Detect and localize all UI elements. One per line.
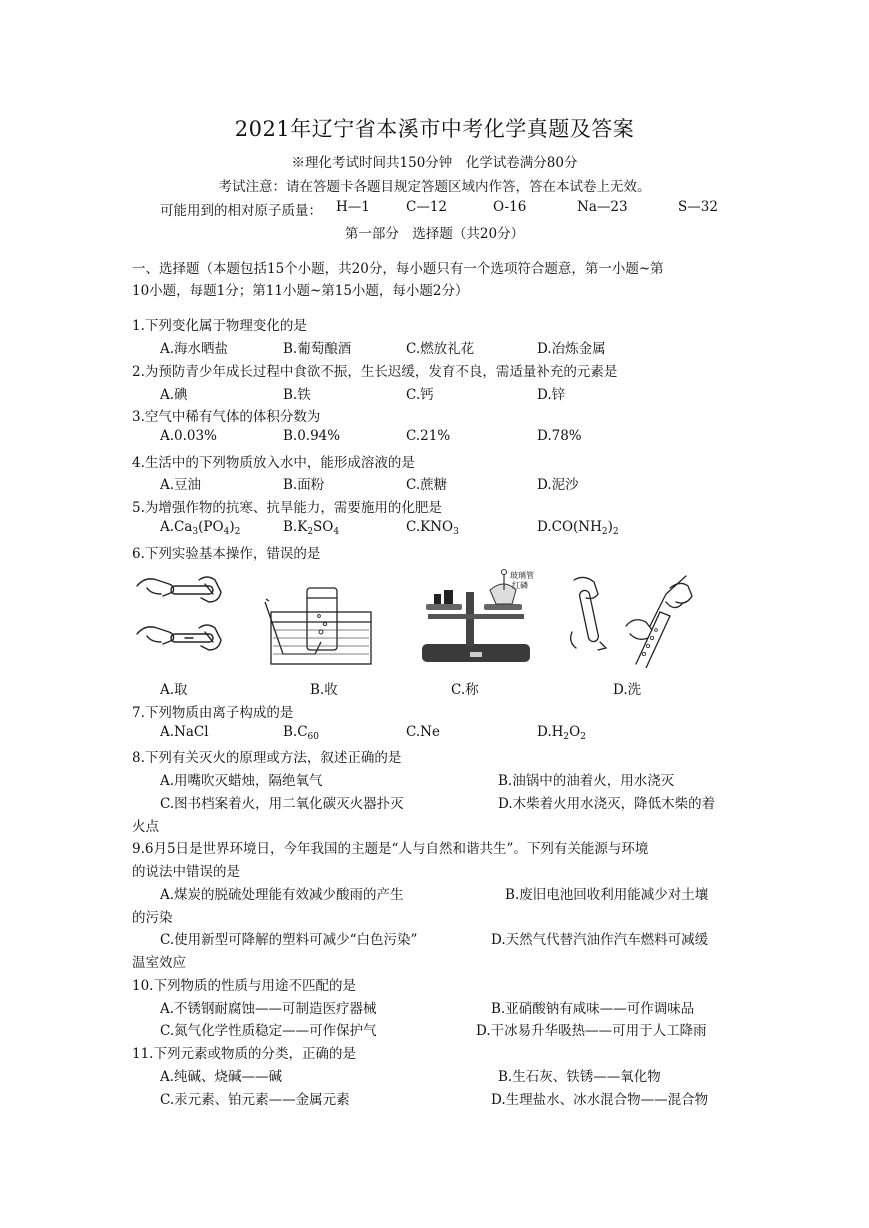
q4-option-a: A.豆油 (160, 477, 202, 493)
q9-stem-line-2: 的说法中错误的是 (132, 864, 240, 880)
q11-option-c: C.汞元素、铂元素——金属元素 (160, 1092, 350, 1108)
atomic-mass-na: Na—23 (577, 199, 628, 215)
q9-option-d-continued: 温室效应 (132, 955, 186, 971)
q3-option-a: A.0.03% (160, 428, 217, 444)
atomic-mass-o: O-16 (493, 199, 527, 215)
q10-option-d: D.干冰易升华吸热——可用于人工降雨 (476, 1023, 707, 1039)
q9-option-a: A.煤炭的脱硫处理能有效减少酸雨的产生 (160, 887, 404, 903)
atomic-mass-label: 可能用到的相对原子质量： (160, 203, 322, 219)
q1-option-d: D.冶炼金属 (537, 341, 606, 357)
q10-option-b: B.亚硝酸钠有咸味——可作调味品 (491, 1001, 695, 1017)
q4-option-b: B.面粉 (283, 477, 325, 493)
q5-option-a: $A.Ca_3(PO_4)_2$ (160, 519, 241, 537)
q2-option-c: C.钙 (406, 387, 434, 403)
figure-c-balance (418, 568, 534, 666)
figure-d-caption: D.洗 (613, 682, 642, 698)
section-intro-line-1: 一、选择题（本题包括15个小题，共20分，每小题只有一个选项符合题意，第一小题~第 (132, 261, 664, 277)
q11-option-a: A.纯碱、烧碱——碱 (160, 1069, 283, 1085)
q4-option-d: D.泥沙 (537, 477, 579, 493)
q9-option-b-continued: 的污染 (132, 910, 173, 926)
balance-label-glass-tube: 玻璃管 (510, 571, 534, 580)
q2-option-b: B.铁 (283, 387, 311, 403)
q7-option-a: A.NaCl (160, 724, 209, 740)
q4-option-c: C.蔗糖 (406, 477, 448, 493)
atomic-mass-c: C—12 (406, 199, 448, 215)
q8-stem: 8.下列有关灭火的原理或方法，叙述正确的是 (132, 750, 402, 766)
q1-stem: 1.下列变化属于物理变化的是 (132, 318, 307, 334)
q7-option-b: $B.C_{60}$ (283, 724, 319, 742)
q6-stem: 6.下列实验基本操作，错误的是 (132, 546, 321, 562)
exam-notice: 考试注意：请在答题卡各题目规定答题区域内作答，答在本试卷上无效。 (218, 179, 651, 195)
q7-option-c: C.Ne (406, 724, 440, 740)
q2-option-d: D.锌 (537, 387, 566, 403)
q8-option-d-continued: 火点 (132, 819, 159, 835)
q2-option-a: A.碘 (160, 387, 188, 403)
figure-a-caption: A.取 (160, 682, 188, 698)
q7-option-d: $D.H_2O_2$ (537, 724, 586, 742)
figure-c-caption: C.称 (451, 682, 479, 698)
q10-option-a: A.不锈钢耐腐蚀——可制造医疗器械 (160, 1001, 377, 1017)
q9-option-d: D.天然气代替汽油作汽车燃料可减缓 (491, 932, 709, 948)
q5-option-d: $D.CO(NH_2)_2$ (537, 519, 619, 537)
q3-option-d: D.78% (537, 428, 582, 444)
q1-option-b: B.葡萄酿酒 (283, 341, 352, 357)
part-title: 第一部分 选择题（共20分） (344, 226, 525, 242)
q9-option-c: C.使用新型可降解的塑料可减少“白色污染” (160, 932, 418, 948)
q9-option-b: B.废旧电池回收利用能减少对土壤 (505, 887, 709, 903)
q11-option-d: D.生理盐水、冰水混合物——混合物 (491, 1092, 709, 1108)
q8-option-d: D.木柴着火用水浇灭，降低木柴的着 (498, 796, 716, 812)
q5-stem: 5.为增强作物的抗寒、抗旱能力，需要施用的化肥是 (132, 500, 442, 516)
q3-option-b: B.0.94% (283, 428, 341, 444)
figure-b-gas-collection (263, 582, 379, 668)
atomic-mass-s: S—32 (678, 199, 718, 215)
q7-stem: 7.下列物质由离子构成的是 (132, 705, 294, 721)
q5-option-c: $C.KNO_3$ (406, 519, 459, 537)
q3-stem: 3.空气中稀有气体的体积分数为 (132, 409, 321, 425)
q8-option-a: A.用嘴吹灭蜡烛，隔绝氧气 (160, 773, 323, 789)
q9-stem-line-1: 9.6月5日是世界环境日，今年我国的主题是“人与自然和谐共生”。下列有关能源与环境 (132, 841, 649, 857)
q10-option-c: C.氮气化学性质稳定——可作保护气 (160, 1023, 377, 1039)
q5-option-b: $B.K_2SO_4$ (283, 519, 340, 537)
atomic-mass-h: H—1 (336, 199, 370, 215)
q11-stem: 11.下列元素或物质的分类，正确的是 (132, 1046, 356, 1062)
q1-option-a: A.海水晒盐 (160, 341, 229, 357)
exam-title: 2021年辽宁省本溪市中考化学真题及答案 (234, 117, 635, 141)
figure-a-hands-test-tube (133, 572, 225, 668)
q1-option-c: C.燃放礼花 (406, 341, 475, 357)
q4-stem: 4.生活中的下列物质放入水中，能形成溶液的是 (132, 455, 415, 471)
q8-option-b: B.油锅中的油着火，用水浇灭 (498, 773, 675, 789)
q8-option-c: C.图书档案着火，用二氧化碳灭火器扑灭 (160, 796, 404, 812)
q10-stem: 10.下列物质的性质与用途不匹配的是 (132, 978, 356, 994)
q3-option-c: C.21% (406, 428, 451, 444)
exam-subtitle: ※理化考试时间共150分钟 化学试卷满分80分 (291, 155, 578, 171)
balance-label-red-phosphorus: 红磷 (512, 581, 528, 590)
q2-stem: 2.为预防青少年成长过程中食欲不振，生长迟缓，发育不良，需适量补充的元素是 (132, 364, 618, 380)
figure-d-washing-test-tube (566, 572, 726, 668)
section-intro-line-2: 10小题，每题1分；第11小题~第15小题，每小题2分） (132, 283, 469, 299)
q11-option-b: B.生石灰、铁锈——氧化物 (498, 1069, 661, 1085)
figure-b-caption: B.收 (310, 682, 338, 698)
